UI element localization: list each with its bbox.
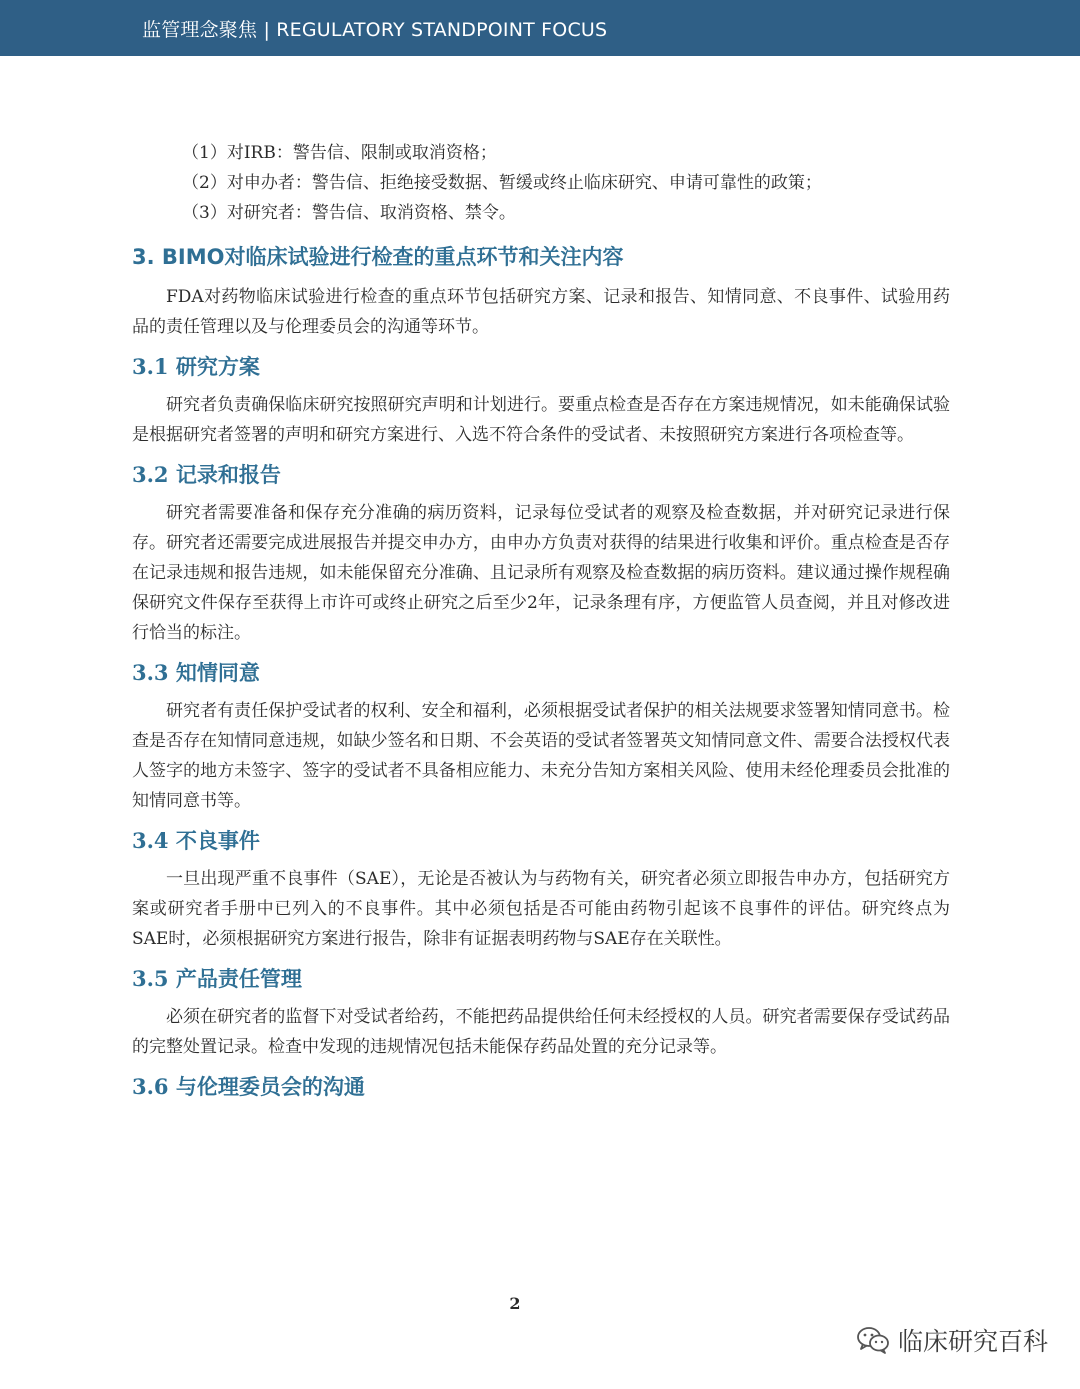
subsection-body-3-4: 一旦出现严重不良事件（SAE），无论是否被认为与药物有关，研究者必须立即报告申办方，包括研究方案或研究者手册中已列入的不良事件。其中必须包括是否可能由药物引起该不良事件的评估。研究终点为SAE时，必须根据研究方案进行报告，除非有证据表明药物与SAE存在关联性。 [132, 869, 950, 949]
page-number: 2 [509, 1294, 521, 1313]
wechat-icon [856, 1325, 890, 1355]
watermark-text: 临床研究百科 [897, 1327, 1048, 1356]
subsection-heading-3-4: 3.4 不良事件 [132, 828, 260, 853]
section-intro: FDA对药物临床试验进行检查的重点环节包括研究方案、记录和报告、知情同意、不良事件、试验用药品的责任管理以及与伦理委员会的沟通等环节。 [132, 287, 950, 337]
subsection-body-3-1: 研究者负责确保临床研究按照研究声明和计划进行。要重点检查是否存在方案违规情况，如未能确保试验是根据研究者签署的声明和研究方案进行、入选不符合条件的受试者、未按照研究方案进行各项检查等。 [132, 395, 950, 445]
subsection-heading-3-1: 3.1 研究方案 [132, 354, 260, 379]
watermark [856, 1322, 1048, 1358]
subsection-heading-3-5: 3.5 产品责任管理 [132, 966, 302, 991]
subsection-body-3-3: 研究者有责任保护受试者的权利、安全和福利，必须根据受试者保护的相关法规要求签署知情同意书。检查是否存在知情同意违规，如缺少签名和日期、不会英语的受试者签署英文知情同意文件、需要合法授权代表人签字的地方未签字、签字的受试者不具备相应能力、未充分告知方案相关风险、使用未经伦理委员会批准的知情同意书等。 [132, 701, 950, 811]
subsection-heading-3-6: 3.6 与伦理委员会的沟通 [132, 1074, 365, 1099]
subsection-body-3-5: 必须在研究者的监督下对受试者给药，不能把药品提供给任何未经授权的人员。研究者需要保存受试药品的完整处置记录。检查中发现的违规情况包括未能保存药品处置的充分记录等。 [132, 1007, 950, 1057]
list-item: （2）对申办者：警告信、拒绝接受数据、暂缓或终止临床研究、申请可靠性的政策； [182, 173, 822, 193]
list-item: （3）对研究者：警告信、取消资格、禁令。 [182, 203, 516, 223]
subsection-heading-3-3: 3.3 知情同意 [132, 660, 260, 685]
subsection-body-3-2: 研究者需要准备和保存充分准确的病历资料，记录每位受试者的观察及检查数据，并对研究记录进行保存。研究者还需要完成进展报告并提交申办方，由申办方负责对获得的结果进行收集和评价。重点检查是否存在记录违规和报告违规，如未能保留充分准确、且记录所有观察及检查数据的病历资料。建议通过操作规程确保研究文件保存至获得上市许可或终止研究之后至少2年，记录条理有序，方便监管人员查阅，并且对修改进行恰当的标注。 [132, 503, 950, 643]
document-body [132, 138, 950, 1110]
list-item: （1）对IRB：警告信、限制或取消资格； [182, 143, 497, 163]
section-heading: 3. BIMO对临床试验进行检查的重点环节和关注内容 [132, 245, 624, 269]
header-title: 监管理念聚焦 | REGULATORY STANDPOINT FOCUS [142, 18, 608, 41]
header-bar [0, 0, 1080, 56]
subsection-heading-3-2: 3.2 记录和报告 [132, 462, 281, 487]
